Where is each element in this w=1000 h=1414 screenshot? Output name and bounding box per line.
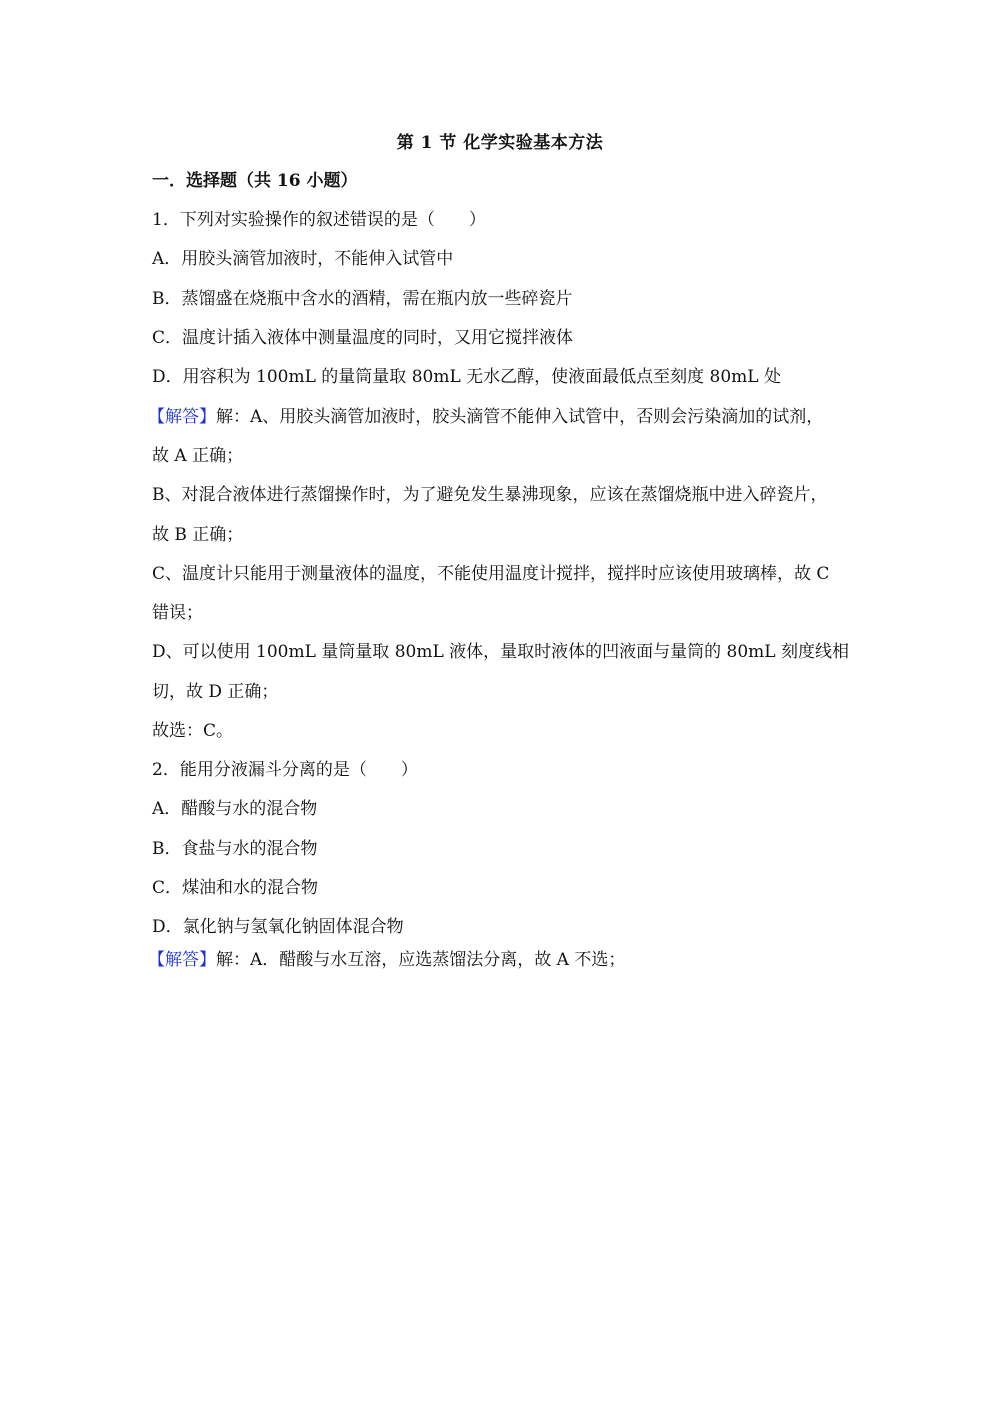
- question-2-option-a: A．醋酸与水的混合物: [152, 799, 318, 819]
- answer-tag: 【解答】: [148, 407, 216, 427]
- question-1-option-b: B．蒸馏盛在烧瓶中含水的酒精，需在瓶内放一些碎瓷片: [152, 289, 573, 309]
- section-heading: 一．选择题（共 16 小题）: [152, 171, 358, 191]
- page-title: 第 1 节 化学实验基本方法: [396, 133, 604, 153]
- question-1-solution-line: D、可以使用 100mL 量筒量取 80mL 液体，量取时液体的凹液面与量筒的 80mL 刻度线相: [152, 642, 849, 662]
- question-1-solution-line: 故选：C。: [152, 721, 234, 741]
- question-1-option-a: A．用胶头滴管加液时，不能伸入试管中: [152, 249, 454, 269]
- question-2-stem: 2．能用分液漏斗分离的是（ ）: [152, 760, 418, 780]
- question-1-solution-line: 【解答】解：A、用胶头滴管加液时，胶头滴管不能伸入试管中，否则会污染滴加的试剂，: [148, 407, 824, 427]
- question-2-solution-line: 【解答】解：A．醋酸与水互溶，应选蒸馏法分离，故 A 不选；: [148, 950, 626, 970]
- answer-tag: 【解答】: [148, 950, 216, 970]
- question-1-solution-line: 故 A 正确；: [152, 446, 244, 466]
- question-1-solution-line: 故 B 正确；: [152, 525, 244, 545]
- question-1-solution-line: B、对混合液体进行蒸馏操作时，为了避免发生暴沸现象，应该在蒸馏烧瓶中进入碎瓷片，: [152, 485, 828, 505]
- question-2-option-c: C．煤油和水的混合物: [152, 878, 319, 898]
- question-1-option-d: D．用容积为 100mL 的量筒量取 80mL 无水乙醇，使液面最低点至刻度 80mL 处: [152, 367, 781, 387]
- question-2-option-d: D．氯化钠与氢氧化钠固体混合物: [152, 917, 404, 937]
- question-1-solution-line: 错误；: [152, 603, 203, 623]
- question-2-option-b: B．食盐与水的混合物: [152, 839, 318, 859]
- question-1-solution-line: 切，故 D 正确；: [152, 682, 279, 702]
- question-1-solution-line: C、温度计只能用于测量液体的温度，不能使用温度计搅拌，搅拌时应该使用玻璃棒，故 C: [152, 564, 830, 584]
- question-1-option-c: C．温度计插入液体中测量温度的同时，又用它搅拌液体: [152, 328, 574, 348]
- question-1-stem: 1．下列对实验操作的叙述错误的是（ ）: [152, 210, 486, 230]
